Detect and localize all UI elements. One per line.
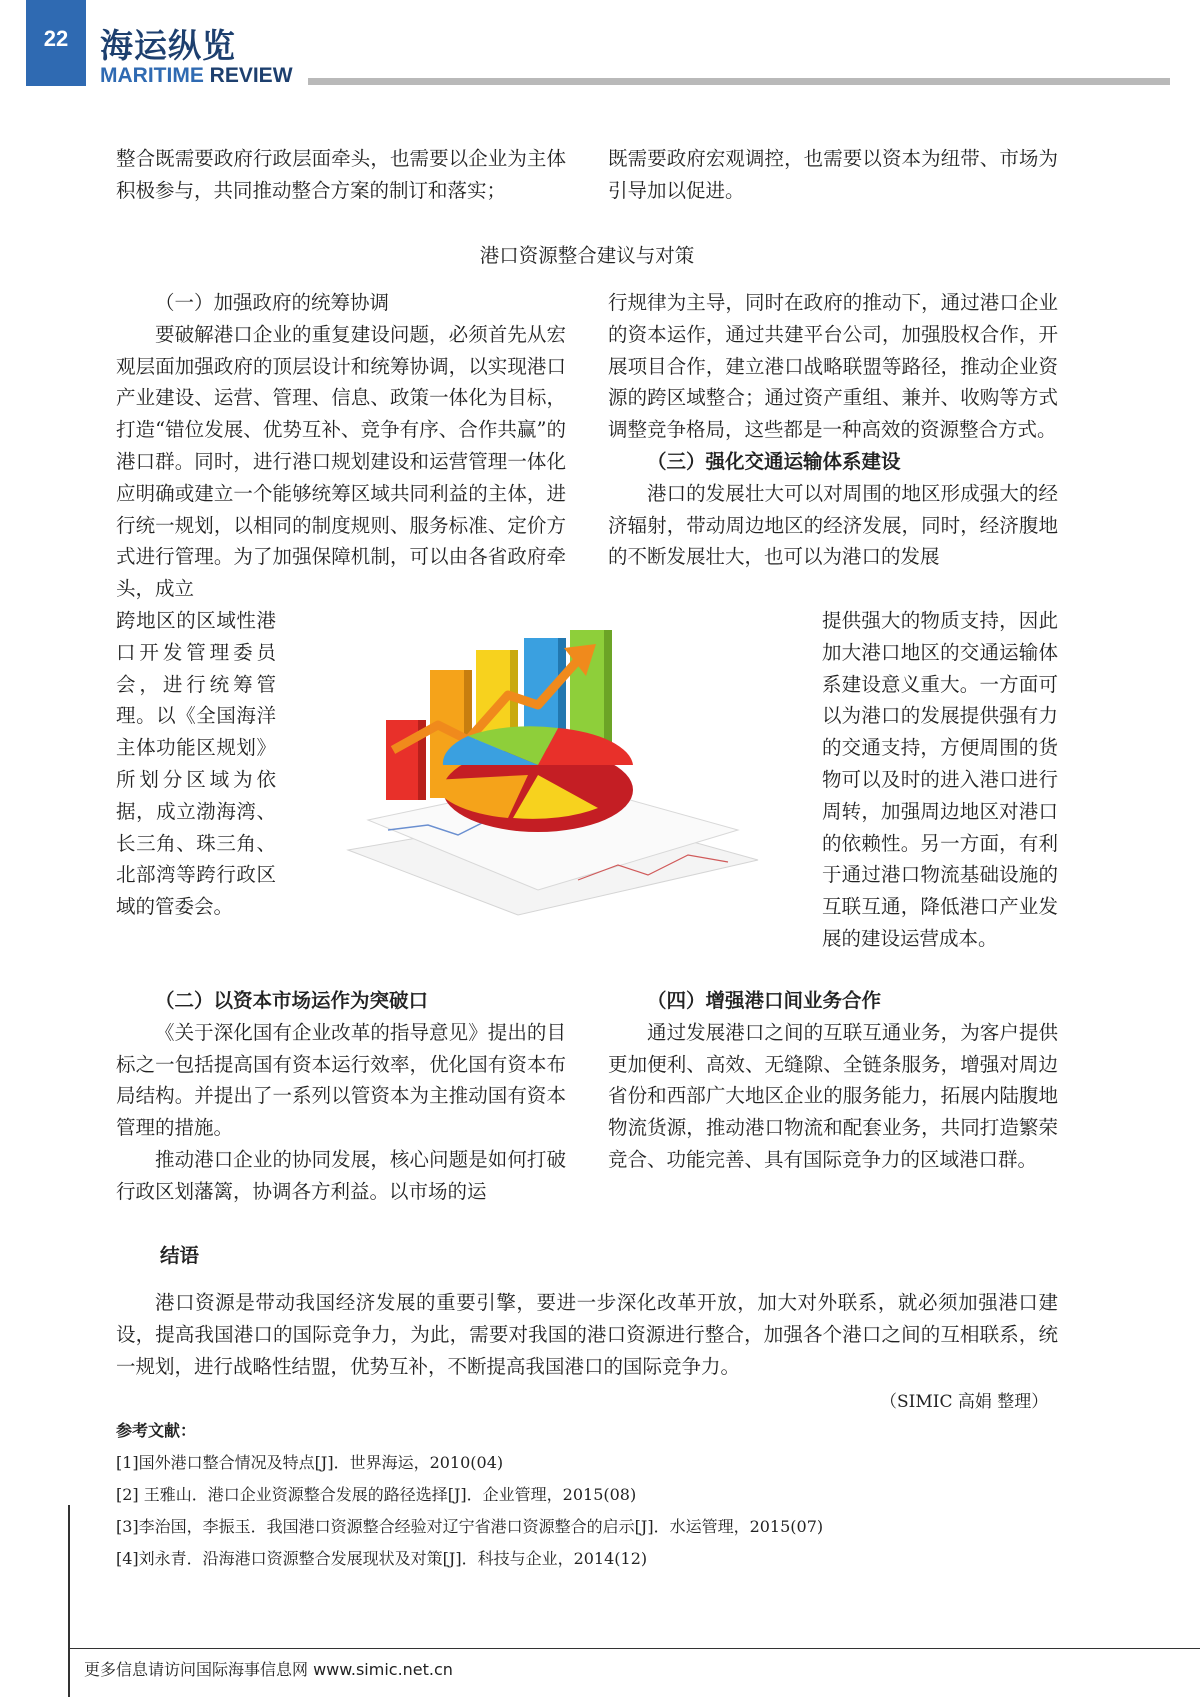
section-3-para: 港口的发展壮大可以对周围的地区形成强大的经济辐射，带动周边地区的经济发展，同时，经济腹地的不断发展壮大，也可以为港口的发展 [608, 481, 1058, 569]
section-2 [116, 985, 566, 1208]
magazine-title-en-1: MARITIME [100, 64, 204, 87]
footer-website: 更多信息请访问国际海事信息网 www.simic.net.cn [84, 1660, 453, 1679]
section-4-para: 通过发展港口之间的互联互通业务，为客户提供更加便利、高效、无缝隙、全链条服务，增强对周边省份和西部广大地区企业的服务能力，拓展内陆腹地物流货源，推动港口物流和配套业务，共同打造繁荣竞合、功能完善、具有国际竞争力的区域港口群。 [608, 1020, 1058, 1171]
intro-right [608, 143, 1058, 207]
section-1 [116, 287, 566, 605]
conclusion-text: 港口资源是带动我国经济发展的重要引擎，要进一步深化改革开放，加大对外联系，就必须加强港口建设，提高我国港口的国际竞争力，为此，需要对我国的港口资源进行整合，加强各个港口之间的互相联系，统一规划，进行战略性结盟，优势互补，不断提高我国港口的国际竞争力。 [116, 1291, 1058, 1378]
section-4-heading: （四）增强港口间业务合作 [647, 989, 882, 1012]
reference-item: [4]刘永青．沿海港口资源整合发展现状及对策[J]．科技与企业，2014(12) [116, 1549, 648, 1568]
reference-item: [2] 王雅山．港口企业资源整合发展的路径选择[J]．企业管理，2015(08) [116, 1485, 637, 1504]
magazine-title-cn: 海运纵览 [100, 26, 236, 65]
footer-horizontal-rule [70, 1648, 1200, 1649]
page-number: 22 [43, 26, 69, 51]
bar-red [386, 720, 418, 800]
section-2-para-1: 《关于深化国有企业改革的指导意见》提出的目标之一包括提高国有资本运行效率，优化国有资本布局结构。并提出了一系列以管资本为主推动国有资本管理的措施。 [116, 1020, 566, 1140]
intro-left-text: 整合既需要政府行政层面牵头，也需要以企业为主体积极参与，共同推动整合方案的制订和落实； [116, 147, 566, 202]
section-3-heading: （三）强化交通运输体系建设 [647, 449, 901, 473]
magazine-title-en-2: REVIEW [209, 64, 293, 87]
section-1-cont-text: 行规律为主导，同时在政府的推动下，通过港口企业的资本运作，通过共建平台公司，加强股权合作，开展项目合作，建立港口战略联盟等路径，推动企业资源的跨区域整合；通过资产重组、兼并、收购等方式调整竞争格局，这些都是一种高效的资源整合方式。 [608, 291, 1058, 442]
intro-right-text: 既需要政府宏观调控，也需要以资本为纽带、市场为引导加以促进。 [608, 147, 1058, 202]
credit: （SIMIC 高娟 整理） [880, 1392, 1049, 1412]
bar-chart-pie-chart-illustration [338, 630, 808, 920]
references [116, 1415, 1058, 1575]
magazine-title-en [100, 64, 293, 88]
section-4 [608, 985, 1058, 1176]
section-1-heading: （一）加强政府的统筹协调 [155, 291, 390, 314]
section-1-cont [608, 287, 1058, 573]
section-1-narrow [116, 605, 276, 923]
intro-left [116, 143, 566, 207]
conclusion-heading: 结语 [160, 1244, 200, 1267]
reference-item: [1]国外港口整合情况及特点[J]．世界海运，2010(04) [116, 1453, 504, 1472]
section-3-para-narrow: 提供强大的物质支持，因此加大港口地区的交通运输体系建设意义重大。一方面可以为港口的发展提供强有力的交通支持，方便周围的货物可以及时的进入港口进行周转，加强周边地区对港口的依赖性。另一方面，有利于通过港口物流基础设施的互联互通，降低港口产业发展的建设运营成本。 [822, 609, 1058, 950]
reference-item: [3]李治国，李振玉．我国港口资源整合经验对辽宁省港口资源整合的启示[J]．水运管理，2015(07) [116, 1517, 824, 1536]
section-3-narrow [822, 605, 1058, 955]
conclusion [116, 1287, 1058, 1382]
section-1-para-narrow: 跨地区的区域性港口开发管理委员会，进行统筹管理。以《全国海洋主体功能区规划》所划分区域为依据，成立渤海湾、长三角、珠三角、北部湾等跨行政区域的管委会。 [116, 609, 276, 919]
section-1-para: 要破解港口企业的重复建设问题，必须首先从宏观层面加强政府的顶层设计和统筹协调，以实现港口产业建设、运营、管理、信息、政策一体化为目标，打造“错位发展、优势互补、竞争有序、合作共赢”的港口群。同时，进行港口规划建设和运营管理一体化应明确或建立一个能够统筹区域共同利益的主体，进行统一规划，以相同的制度规则、服务标准、定价方式进行管理。为了加强保障机制，可以由各省政府牵头，成立 [116, 322, 566, 601]
section-2-para-2: 推动港口企业的协同发展，核心问题是如何打破行政区划藩篱，协调各方利益。以市场的运 [116, 1147, 566, 1203]
section-2-heading: （二）以资本市场运作为突破口 [155, 989, 429, 1012]
header-rule [308, 78, 1170, 85]
footer-vertical-rule [68, 1505, 70, 1697]
section-title: 港口资源整合建议与对策 [479, 244, 695, 267]
references-heading: 参考文献： [116, 1421, 197, 1440]
